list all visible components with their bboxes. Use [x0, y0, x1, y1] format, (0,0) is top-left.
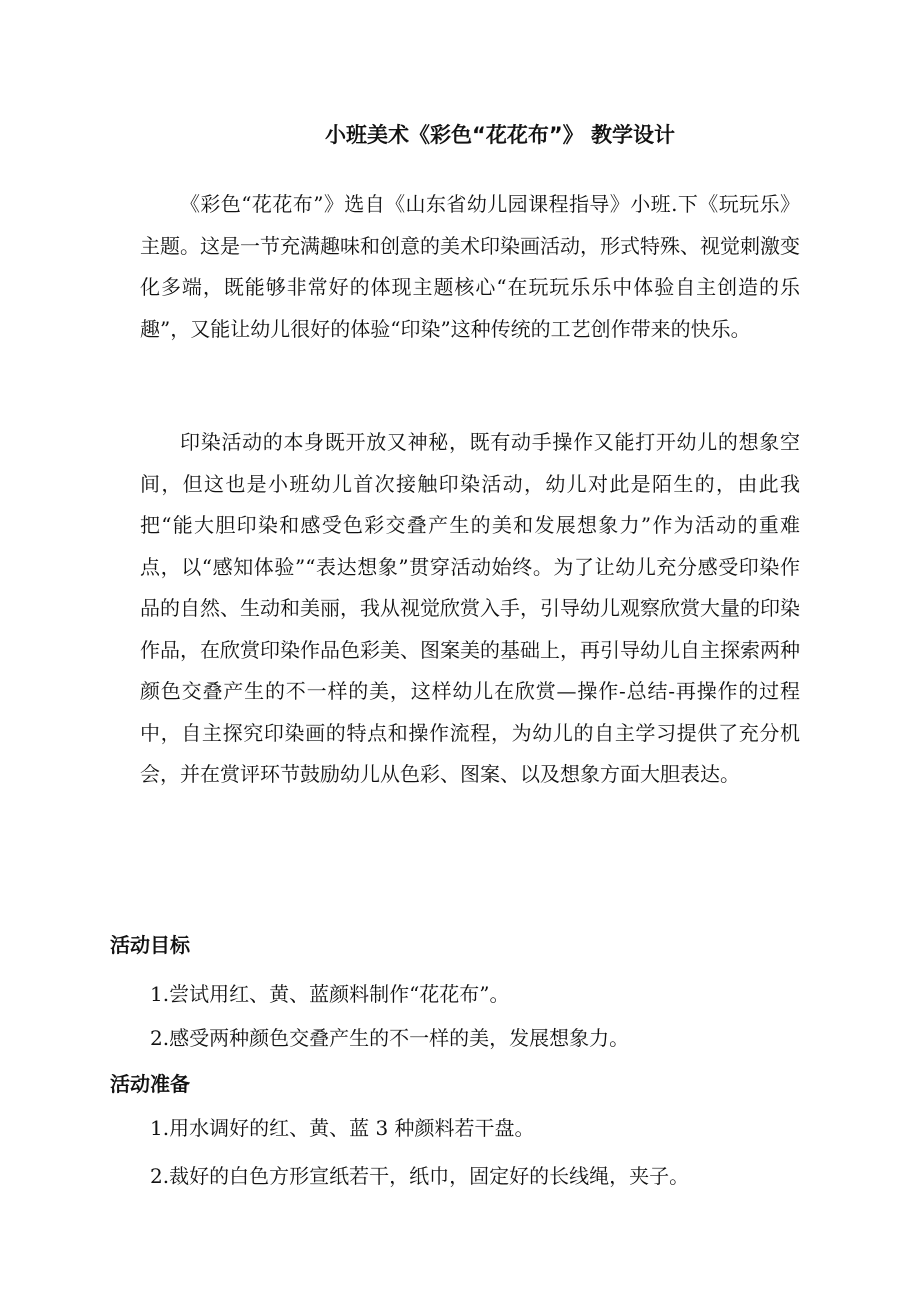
section-heading-preparation: 活动准备	[110, 1072, 190, 1096]
document-title: 小班美术《彩色“花花布”》 教学设计	[325, 123, 675, 147]
goal-item: 1.尝试用红、黄、蓝颜料制作“花花布”。	[150, 982, 510, 1006]
preparation-item: 2.裁好的白色方形宣纸若干，纸巾，固定好的长线绳，夹子。	[150, 1164, 690, 1188]
section-heading-goals: 活动目标	[110, 933, 190, 957]
intro-paragraph: 印染活动的本身既开放又神秘，既有动手操作又能打开幼儿的想象空间，但这也是小班幼儿首次接触印染活动，幼儿对此是陌生的，由此我把“能大胆印染和感受色彩交叠产生的美和发展想象力”作为活动的重难点，以“感知体验”“表达想象”贯穿活动始终。为了让幼儿充分感受印染作品的自然、生动和美丽，我从视觉欣赏入手，引导幼儿观察欣赏大量的印染作品，在欣赏印染作品色彩美、图案美的基础上，再引导幼儿自主探索两种颜色交叠产生的不一样的美，这样幼儿在欣赏—操作-总结-再操作的过程中，自主探究印染画的特点和操作流程，为幼儿的自主学习提供了充分机会，并在赏评环节鼓励幼儿从色彩、图案、以及想象方面大胆表达。	[140, 430, 800, 786]
intro-paragraph: 《彩色“花花布”》选自《山东省幼儿园课程指导》小班.下《玩玩乐》主题。这是一节充满趣味和创意的美术印染画活动，形式特殊、视觉刺激变化多端，既能够非常好的体现主题核心“在玩玩乐乐中体验自主创造的乐趣”，又能让幼儿很好的体验“印染”这种传统的工艺创作带来的快乐。	[140, 192, 800, 341]
goal-item: 2.感受两种颜色交叠产生的不一样的美，发展想象力。	[150, 1026, 630, 1050]
preparation-item: 1.用水调好的红、黄、蓝 3 种颜料若干盘。	[150, 1116, 535, 1140]
